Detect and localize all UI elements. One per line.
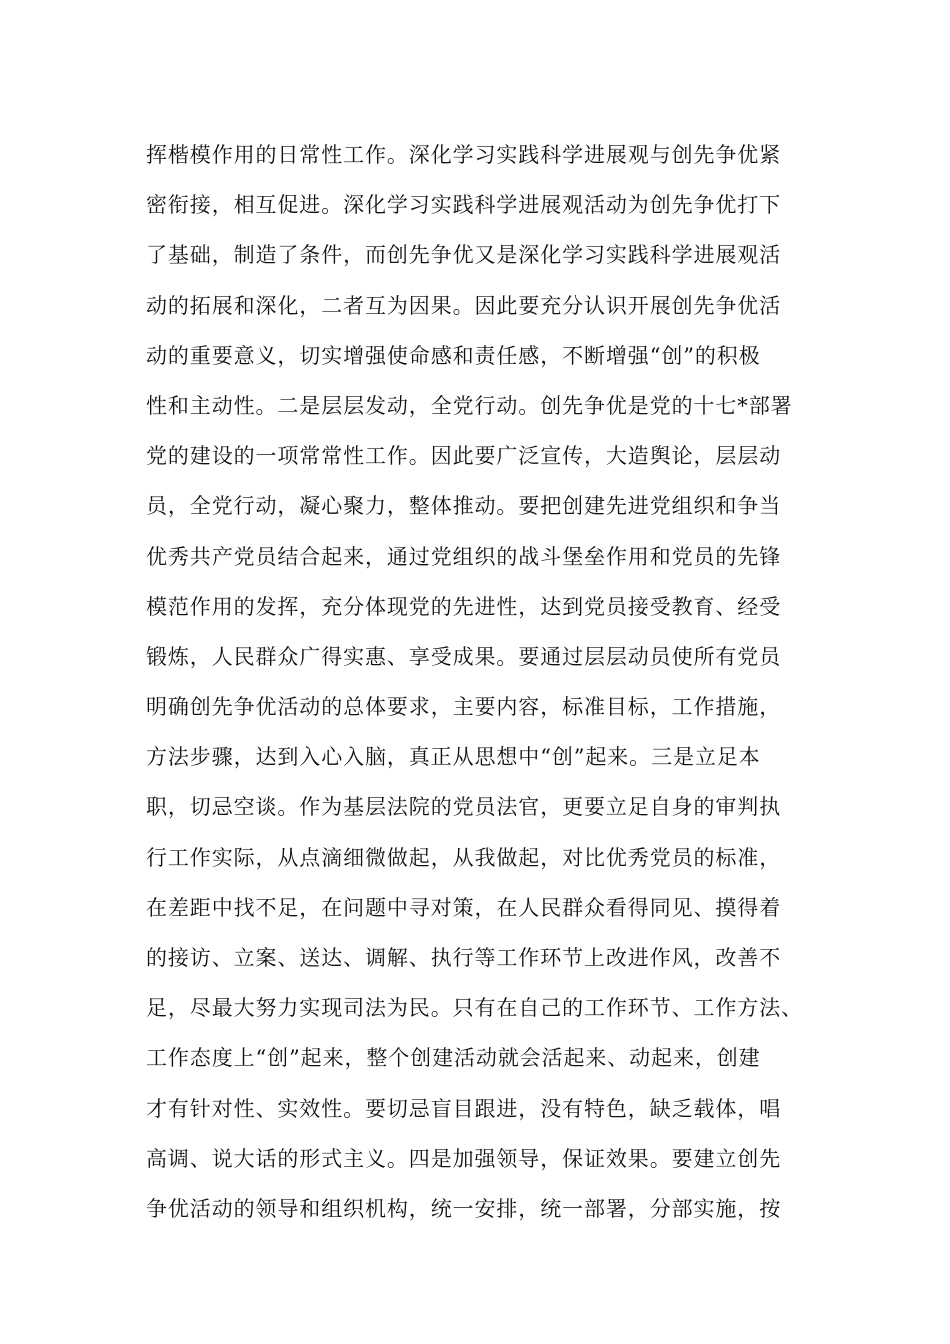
text-line-6: 性和主动性。二是层层发动，全党行动。创先争优是党的十七*部署 <box>146 393 793 418</box>
text-line-21: 高调、说大话的形式主义。四是加强领导，保证效果。要建立创先 <box>146 1146 782 1171</box>
text-line-10: 模范作用的发挥，充分体现党的先进性，达到党员接受教育、经受 <box>146 594 782 619</box>
text-line-22: 争优活动的领导和组织机构，统一安排，统一部署，分部实施，按 <box>146 1196 782 1221</box>
body-text <box>146 130 946 1234</box>
text-line-4: 动的拓展和深化，二者互为因果。因此要充分认识开展创先争优活 <box>146 293 782 318</box>
text-line-14: 职，切忌空谈。作为基层法院的党员法官，更要立足自身的审判执 <box>146 795 782 820</box>
text-line-19: 工作态度上“创”起来，整个创建活动就会活起来、动起来，创建 <box>146 1046 761 1071</box>
text-line-18: 足，尽最大努力实现司法为民。只有在自己的工作环节、工作方法、 <box>146 996 803 1021</box>
text-line-13: 方法步骤，达到入心入脑，真正从思想中“创”起来。三是立足本 <box>146 745 761 770</box>
text-line-2: 密衔接，相互促进。深化学习实践科学进展观活动为创先争优打下 <box>146 193 782 218</box>
text-line-3: 了基础，制造了条件，而创先争优又是深化学习实践科学进展观活 <box>146 243 782 268</box>
text-line-17: 的接访、立案、送达、调解、执行等工作环节上改进作风，改善不 <box>146 946 782 970</box>
text-line-9: 优秀共产党员结合起来，通过党组织的战斗堡垒作用和党员的先锋 <box>146 544 782 569</box>
text-line-11: 锻炼，人民群众广得实惠、享受成果。要通过层层动员使所有党员 <box>146 644 782 669</box>
text-line-16: 在差距中找不足，在问题中寻对策，在人民群众看得同见、摸得着 <box>146 895 782 920</box>
text-line-1: 挥楷模作用的日常性工作。深化学习实践科学进展观与创先争优紧 <box>146 143 782 167</box>
text-line-20: 才有针对性、实效性。要切忌盲目跟进，没有特色，缺乏载体，唱 <box>146 1096 782 1121</box>
text-line-7: 党的建设的一项常常性工作。因此要广泛宣传，大造舆论，层层动 <box>146 444 782 469</box>
text-line-15: 行工作实际，从点滴细微做起，从我做起，对比优秀党员的标准， <box>146 845 782 870</box>
text-line-12: 明确创先争优活动的总体要求，主要内容，标准目标，工作措施， <box>146 695 782 720</box>
text-line-5: 动的重要意义，切实增强使命感和责任感，不断增强“创”的积极 <box>146 343 761 368</box>
text-line-8: 员，全党行动，凝心聚力，整体推动。要把创建先进党组织和争当 <box>146 494 782 519</box>
